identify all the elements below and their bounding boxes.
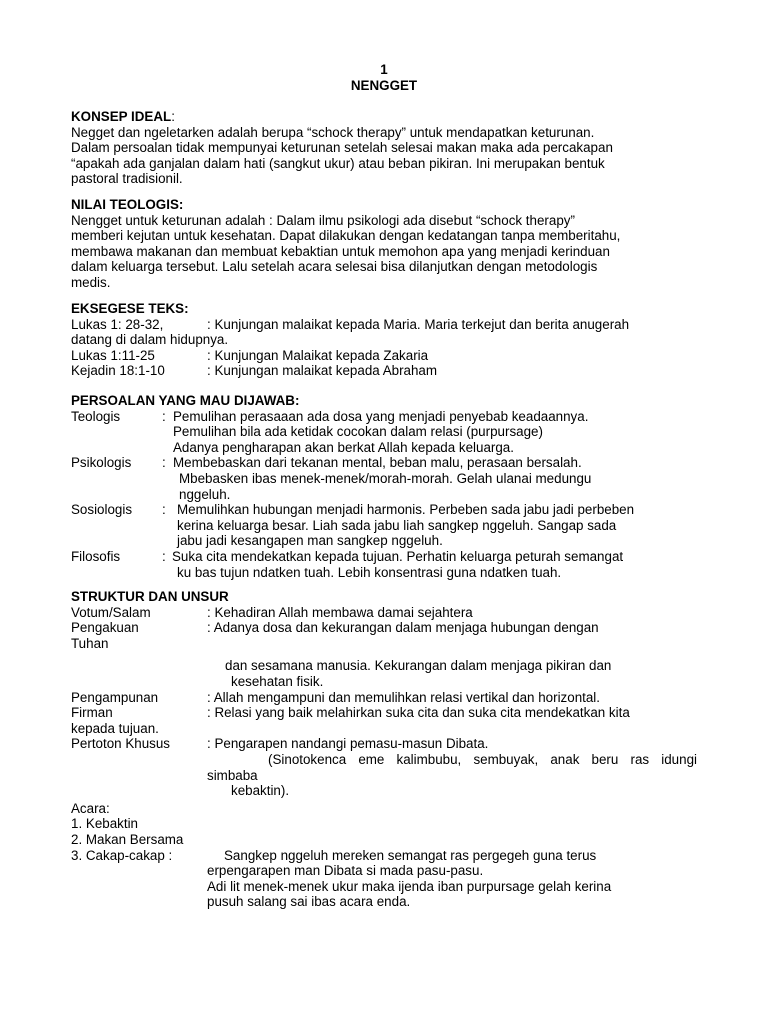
persoalan-label: Filosofis bbox=[71, 548, 121, 564]
eksegese-desc: : Kunjungan malaikat kepada Abraham bbox=[207, 363, 438, 379]
struktur-label: Pengakuan bbox=[71, 620, 139, 636]
acara-line: Adi lit menek-menek ukur maka ijenda iban purpursage gelah kerina bbox=[207, 878, 612, 894]
struktur-label: Votum/Salam bbox=[71, 604, 151, 620]
struktur-text: : Adanya dosa dan kekurangan dalam menjaga hubungan dengan bbox=[207, 620, 599, 636]
persoalan-text bbox=[177, 502, 697, 549]
persoalan-line: Adanya pengharapan akan berkat Allah kepada keluarga. bbox=[173, 439, 514, 455]
persoalan-text bbox=[173, 455, 697, 502]
eksegese-item bbox=[71, 317, 697, 333]
struktur-heading: STRUKTUR DAN UNSUR bbox=[71, 589, 229, 604]
acara-line: pusuh salang sai ibas acara enda. bbox=[207, 894, 411, 910]
struktur-pertoton bbox=[71, 736, 697, 752]
struktur-text: : Allah mengampuni dan memulihkan relasi vertikal dan horizontal. bbox=[207, 689, 601, 705]
persoalan-separator: : bbox=[162, 455, 166, 471]
struktur-votum bbox=[71, 605, 697, 621]
persoalan-psikologis bbox=[71, 455, 697, 502]
persoalan-line: Suka cita mendekatkan kepada tujuan. Perhatin keluarga peturah semangat bbox=[172, 548, 624, 564]
persoalan-label: Teologis bbox=[71, 408, 121, 424]
persoalan-text bbox=[172, 549, 697, 580]
acara-item-text bbox=[207, 848, 697, 910]
eksegese-item bbox=[71, 363, 697, 379]
eksegese-ref: Kejadin 18:1-10 bbox=[71, 363, 165, 379]
struktur-wrap: Tuhan bbox=[71, 635, 109, 651]
konsep-line: Dalam persoalan tidak mempunyai keturunan setelah selesai makan maka ada percakapan bbox=[71, 140, 613, 156]
eksegese-item-continuation: datang di dalam hidupnya. bbox=[71, 332, 229, 348]
nilai-heading: NILAI TEOLOGIS: bbox=[71, 197, 184, 212]
acara-label: Acara: bbox=[71, 800, 110, 816]
persoalan-label: Psikologis bbox=[71, 455, 132, 471]
acara-line: erpengarapen man Dibata si mada pasu-pasu. bbox=[207, 863, 484, 879]
document-title: NENGGET bbox=[350, 78, 418, 93]
acara-item: 1. Kebaktin bbox=[71, 816, 138, 832]
struktur-continuation: dan sesamana manusia. Kekurangan dalam menjaga pikiran dan bbox=[225, 658, 612, 674]
eksegese-ref: Lukas 1:11-25 bbox=[71, 347, 155, 363]
struktur-continuation: simbaba bbox=[207, 767, 258, 783]
struktur-continuation: (Sinotokenca eme kalimbubu, sembuyak, anak beru ras idungi bbox=[268, 751, 697, 767]
nilai-line: memberi kejutan untuk kesehatan. Dapat dilakukan dengan kedatangan tanpa memberitahu, bbox=[71, 228, 621, 244]
persoalan-text bbox=[173, 409, 697, 456]
persoalan-line: Membebaskan dari tekanan mental, beban malu, perasaan bersalah. bbox=[173, 455, 582, 471]
struktur-wrap: kepada tujuan. bbox=[71, 720, 159, 736]
eksegese-heading: EKSEGESE TEKS: bbox=[71, 301, 189, 316]
persoalan-section bbox=[71, 393, 697, 580]
struktur-pengampunan bbox=[71, 690, 697, 706]
konsep-line: pastoral tradisionil. bbox=[71, 171, 183, 187]
persoalan-line: kerina keluarga besar. Liah sada jabu liah sangkep nggeluh. Sangap sada bbox=[177, 517, 617, 533]
konsep-heading: KONSEP IDEAL bbox=[71, 109, 172, 124]
struktur-text: : Pengarapen nandangi pemasu-masun Dibata. bbox=[207, 736, 489, 752]
konsep-line: Negget dan ngeletarken adalah berupa “schock therapy” untuk mendapatkan keturunan. bbox=[71, 124, 595, 140]
eksegese-section bbox=[71, 301, 697, 379]
eksegese-item bbox=[71, 348, 697, 364]
struktur-text: : Relasi yang baik melahirkan suka cita dan suka cita mendekatkan kita bbox=[207, 705, 630, 721]
persoalan-line: Pemulihan perasaaan ada dosa yang menjadi penyebab keadaannya. bbox=[173, 408, 589, 424]
persoalan-teologis bbox=[71, 409, 697, 456]
persoalan-heading: PERSOALAN YANG MAU DIJAWAB: bbox=[71, 393, 300, 408]
struktur-label: Pengampunan bbox=[71, 689, 159, 705]
persoalan-separator: : bbox=[162, 502, 166, 518]
struktur-continuation: kesehatan fisik. bbox=[231, 673, 324, 689]
eksegese-ref: Lukas 1: 28-32, bbox=[71, 316, 164, 332]
persoalan-label: Sosiologis bbox=[71, 502, 133, 518]
acara-item-label: 3. Cakap-cakap : bbox=[71, 847, 173, 863]
konsep-colon: : bbox=[171, 109, 175, 124]
struktur-label: Pertoton Khusus bbox=[71, 736, 171, 752]
acara-item-3 bbox=[71, 848, 697, 910]
acara-item: 2. Makan Bersama bbox=[71, 831, 184, 847]
persoalan-line: jabu jadi kesangapen man sangkep nggeluh. bbox=[177, 533, 443, 549]
struktur-firman bbox=[71, 705, 697, 721]
persoalan-sosiologis bbox=[71, 502, 697, 549]
persoalan-line: Memulihkan hubungan menjadi harmonis. Perbeben sada jabu jadi perbeben bbox=[177, 502, 635, 518]
persoalan-separator: : bbox=[162, 408, 166, 424]
konsep-line: “apakah ada ganjalan dalam hati (sangkut ukur) atau beban pikiran. Ini merupakan bentuk bbox=[71, 155, 605, 171]
persoalan-filosofis bbox=[71, 549, 697, 580]
persoalan-line: Pemulihan bila ada ketidak cocokan dalam relasi (purpursage) bbox=[173, 424, 543, 440]
nilai-line: medis. bbox=[71, 274, 111, 290]
eksegese-desc: : Kunjungan malaikat kepada Maria. Maria terkejut dan berita anugerah bbox=[207, 316, 630, 332]
nilai-line: membawa makanan dan membuat kebaktian untuk memohon apa yang menjadi kerinduan bbox=[71, 243, 610, 259]
konsep-ideal-section bbox=[71, 109, 697, 187]
eksegese-desc: : Kunjungan Malaikat kepada Zakaria bbox=[207, 347, 429, 363]
persoalan-line: nggeluh. bbox=[179, 486, 231, 502]
struktur-label: Firman bbox=[71, 705, 113, 721]
konsep-heading-line bbox=[71, 109, 697, 125]
struktur-continuation: kebaktin). bbox=[231, 783, 290, 799]
persoalan-line: ku bas tujun ndatken tuah. Lebih konsentrasi guna ndatken tuah. bbox=[177, 564, 562, 580]
persoalan-line: Mbebasken ibas menek-menek/morah-morah. Gelah ulanai medungu bbox=[179, 470, 592, 486]
struktur-pengakuan bbox=[71, 620, 697, 636]
nilai-line: dalam keluarga tersebut. Lalu setelah acara selesai bisa dilanjutkan dengan metodologis bbox=[71, 259, 598, 275]
acara-line: Sangkep nggeluh mereken semangat ras pergegeh guna terus bbox=[224, 847, 597, 863]
struktur-section bbox=[71, 589, 697, 910]
struktur-text: : Kehadiran Allah membawa damai sejahtera bbox=[207, 604, 473, 620]
persoalan-separator: : bbox=[162, 548, 166, 564]
nilai-teologis-section bbox=[71, 197, 697, 291]
nilai-line: Nengget untuk keturunan adalah : Dalam ilmu psikologi ada disebut “schock therapy” bbox=[71, 212, 575, 228]
page-number: 1 bbox=[380, 62, 388, 77]
